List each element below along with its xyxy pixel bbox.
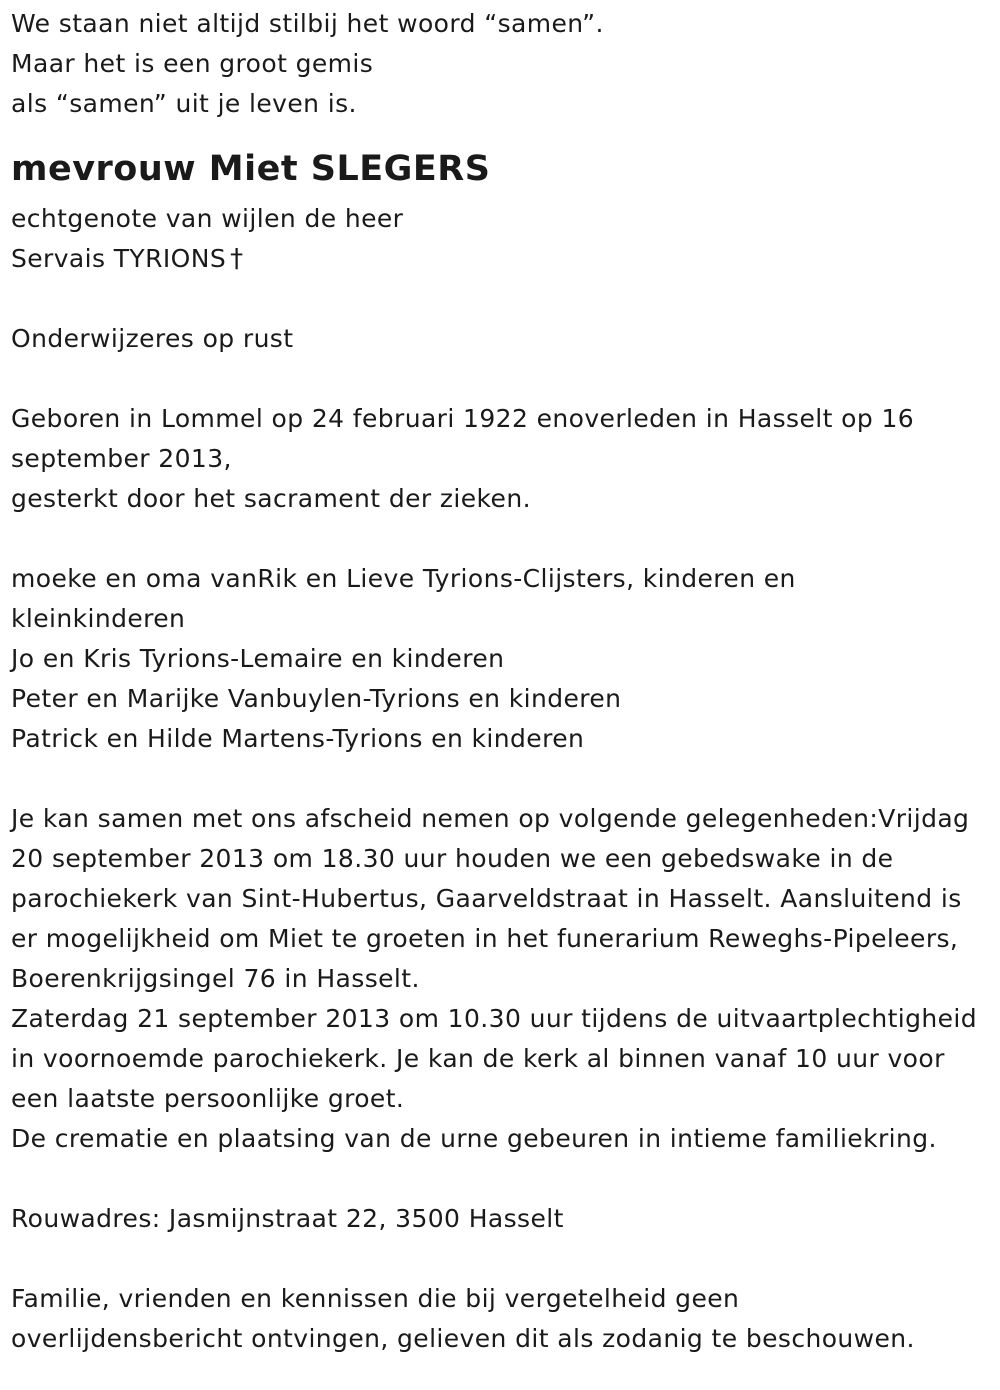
mourning-address: Rouwadres: Jasmijnstraat 22, 3500 Hasselt [11,1204,564,1233]
family-line: moeke en oma vanRik en Lieve Tyrions-Clijsters, kinderen en kleinkinderen [11,564,796,633]
family-block [11,559,978,759]
cross-icon: † [230,244,244,274]
sacrament-text: gesterkt door het sacrament der zieken. [11,484,531,513]
poem [11,4,978,124]
spacer [11,359,978,399]
family-line: Peter en Marijke Vanbuylen-Tyrions en kinderen [11,684,622,713]
poem-line-1: We staan niet altijd stilbij het woord “samen”. [11,9,604,38]
spacer [11,519,978,559]
relation-text: echtgenote van wijlen de heer [11,204,404,233]
spacer [11,279,978,319]
family-line: Jo en Kris Tyrions-Lemaire en kinderen [11,644,505,673]
birth-death-block [11,399,978,519]
spacer [11,759,978,799]
ceremony-text: Je kan samen met ons afscheid nemen op volgende gelegenheden:Vrijdag 20 september 2013 om 18.30 uur houden we een gebedswake in de parochiekerk van Sint-Hubertus, Gaarveldstraat in Hasselt. Aansluitend is er mogelijkheid om Miet te groeten in het funerarium Reweghs-Pipeleers, Boerenkrijgsingel 76 in Hasselt. [11,804,970,993]
relation-block [11,199,978,279]
poem-line-2: Maar het is een groot gemis [11,49,374,78]
family-line: Patrick en Hilde Martens-Tyrions en kinderen [11,724,585,753]
profession: Onderwijzeres op rust [11,324,294,353]
deceased-name: mevrouw Miet SLEGERS [11,149,491,189]
spacer [11,1239,978,1279]
ceremony-text: De crematie en plaatsing van de urne gebeuren in intieme familiekring. [11,1124,937,1153]
ceremony-block [11,799,978,1159]
spouse-line [11,239,978,279]
ceremony-text: Zaterdag 21 september 2013 om 10.30 uur tijdens de uitvaartplechtigheid in voornoemde parochiekerk. Je kan de kerk al binnen vanaf 10 uur voor een laatste persoonlijke groet. [11,1004,978,1113]
spacer [11,1159,978,1199]
spouse-name: Servais TYRIONS [11,244,227,273]
closing-text: Familie, vrienden en kennissen die bij vergetelheid geen overlijdensbericht ontvingen, gelieven dit als zodanig te beschouwen. [11,1284,915,1353]
poem-line-3: als “samen” uit je leven is. [11,89,357,118]
birth-death-text: Geboren in Lommel op 24 februari 1922 enoverleden in Hasselt op 16 september 2013, [11,404,915,473]
